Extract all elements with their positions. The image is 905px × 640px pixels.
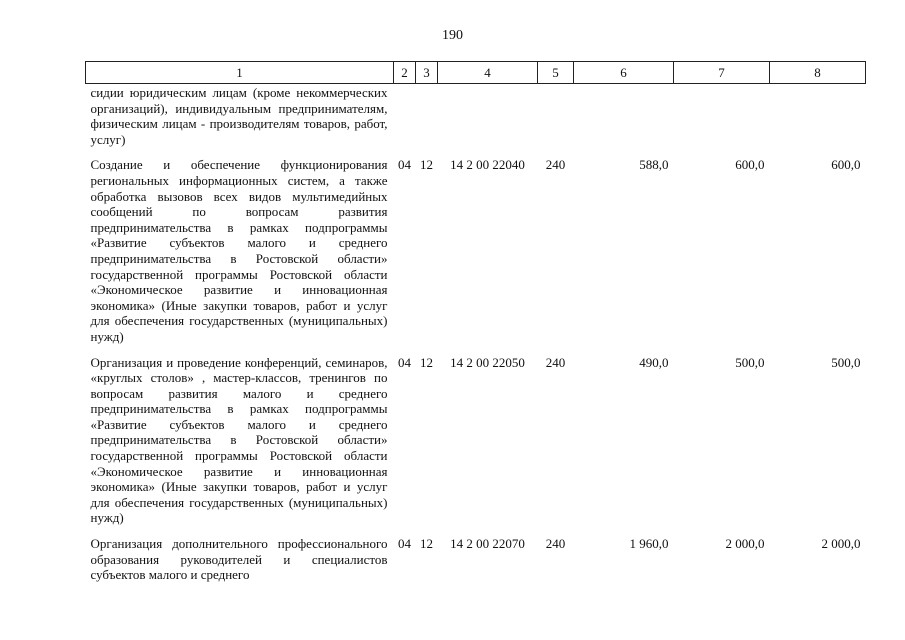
column-header: 6 <box>574 62 674 84</box>
amount-year-3: 500,0 <box>831 354 861 370</box>
amount-year-3: 2 000,0 <box>821 536 861 552</box>
section-code: 04 <box>398 536 411 552</box>
subsection-code: 12 <box>420 536 433 552</box>
amount-year-1: 490,0 <box>639 354 669 370</box>
section-code: 04 <box>398 157 411 173</box>
column-header: 4 <box>438 62 538 84</box>
target-article-code <box>438 84 538 158</box>
column-header: 5 <box>538 62 574 84</box>
table-row <box>86 536 866 593</box>
amount-year-3: 600,0 <box>831 157 861 173</box>
row-description: Создание и обеспечение функционирования региональных информационных систем, а также обработка вызовов всех видов мультимедийных сообщений по вопросам развития предпринимательства в рамках подпрограммы «Развитие субъектов малого и среднего предпринимательства в Ростовской области» государственной программы Ростовской области «Экономическое развитие и инновационная экономика» (Иные закупки товаров, работ и услуг для обеспечения государственных (муниципальных) нужд) <box>90 157 388 344</box>
amount-year-2: 600,0 <box>735 157 765 173</box>
table-header-row <box>86 62 866 84</box>
page-number: 190 <box>442 28 463 43</box>
subsection-code: 12 <box>420 157 433 173</box>
budget-table <box>85 61 866 593</box>
row-description: Организация и проведение конференций, семинаров, «круглых столов» , мастер-классов, тренингов по вопросам развития малого и среднего предпринимательства в рамках подпрограммы «Развитие субъектов малого и среднего предпринимательства в Ростовской области» государственной программы Ростовской области «Экономическое развитие и инновационная экономика» (Иные закупки товаров, работ и услуг для обеспечения государственных (муниципальных) нужд) <box>90 354 388 526</box>
amount-year-1 <box>574 84 674 158</box>
expense-type-code: 240 <box>545 354 566 370</box>
row-description: Организация дополнительного профессионального образования руководителей и специалистов субъектов малого и среднего <box>90 536 388 583</box>
target-article-code: 14 2 00 22040 <box>450 157 525 173</box>
table-row <box>86 157 866 354</box>
column-header: 2 <box>394 62 416 84</box>
table-row <box>86 84 866 158</box>
amount-year-3 <box>770 84 866 158</box>
section-code <box>394 84 416 158</box>
amount-year-1: 1 960,0 <box>629 536 669 552</box>
expense-type-code: 240 <box>545 536 566 552</box>
row-description: сидии юридическим лицам (кроме некоммерческих организаций), индивидуальным предпринимателям, физическим лицам - производителям товаров, работ, услуг) <box>90 85 388 147</box>
expense-type-code <box>538 84 574 158</box>
subsection-code: 12 <box>420 354 433 370</box>
column-header: 1 <box>86 62 394 84</box>
amount-year-2: 2 000,0 <box>725 536 765 552</box>
amount-year-1: 588,0 <box>639 157 669 173</box>
amount-year-2 <box>674 84 770 158</box>
table-row <box>86 355 866 537</box>
column-header: 8 <box>770 62 866 84</box>
expense-type-code: 240 <box>545 157 566 173</box>
target-article-code: 14 2 00 22050 <box>450 354 525 370</box>
subsection-code <box>416 84 438 158</box>
column-header: 7 <box>674 62 770 84</box>
section-code: 04 <box>398 354 411 370</box>
amount-year-2: 500,0 <box>735 354 765 370</box>
target-article-code: 14 2 00 22070 <box>450 536 525 552</box>
column-header: 3 <box>416 62 438 84</box>
